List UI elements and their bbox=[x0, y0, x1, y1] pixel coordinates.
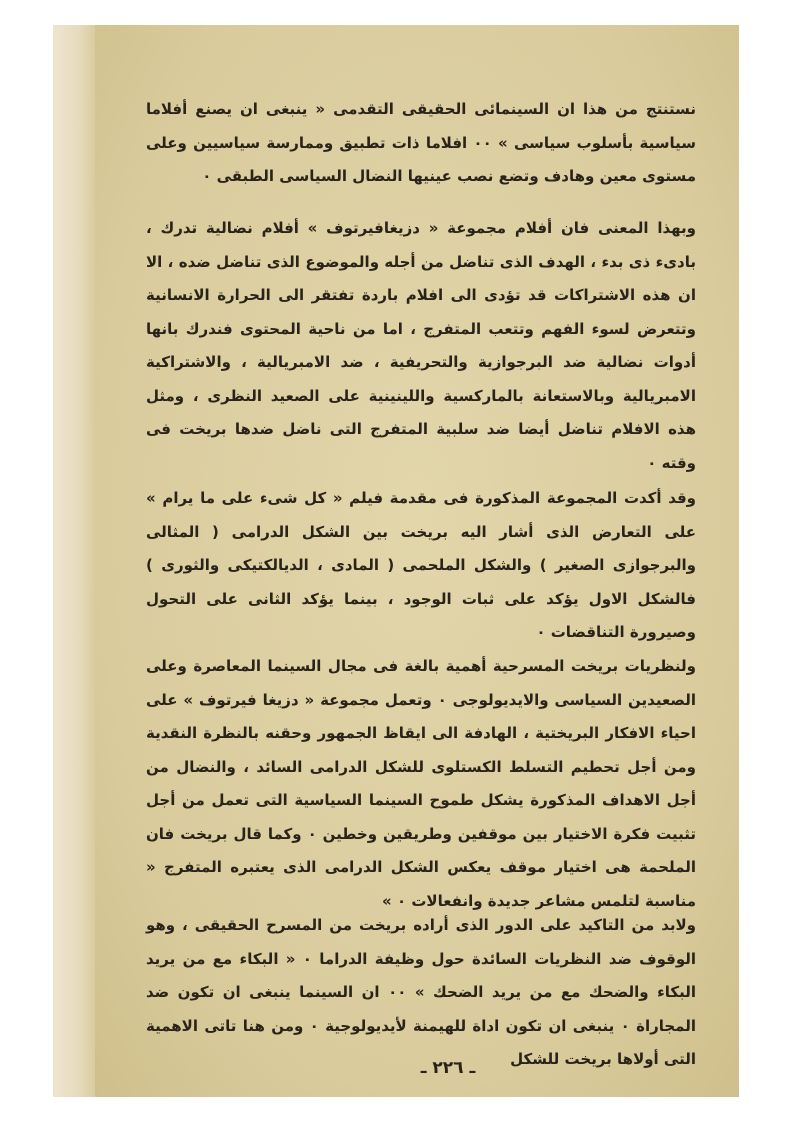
paragraph-2 bbox=[146, 212, 696, 480]
paragraph-1 bbox=[146, 93, 696, 194]
paragraph-3 bbox=[146, 482, 696, 650]
paragraph-text: نستنتج من هذا ان السينمائى الحقيقى التقدمى « ينبغى ان يصنع أفلاما سياسية بأسلوب سياسى » ٠٠ افلاما ذات تطبيق وممارسة سياسيين وعلى مستوى معين وهادف وتضع نصب عينيها النضال السياسى الطبقى ٠ bbox=[146, 100, 696, 185]
paragraph-5 bbox=[146, 909, 696, 1077]
page-binding-edge bbox=[53, 25, 95, 1097]
paragraph-4 bbox=[146, 650, 696, 918]
paragraph-text: وبهذا المعنى فان أفلام مجموعة « دزيغافيرتوف » أفلام نضالية تدرك ، بادىء ذى بدء ، الهدف الذى تناضل من أجله والموضوع الذى تناضل ضده ، الا ان هذه الاشتراكات قد تؤدى الى افلام باردة تفتقر الى الحرارة الانسانية وتتعرض لسوء الفهم وتتعب المتفرج ، اما من ناحية المحتوى فندرك بانها أدوات نضالية ضد البرجوازية والتحريفية ، ضد الامبريالية ، والاشتراكية الامبريالية وبالاستعانة بالماركسية واللينينية على الصعيد النظرى ، ومثل هذه الافلام تناضل أيضا ضد سلبية المتفرج التى ناضل ضدها بريخت فى وقته ٠ bbox=[146, 219, 696, 472]
book-page bbox=[53, 25, 739, 1097]
page-number: ـ ٢٢٦ ـ bbox=[420, 1058, 476, 1078]
paragraph-text: ولابد من التاكيد على الدور الذى أراده بريخت من المسرح الحقيقى ، وهو الوقوف ضد النظريات السائدة حول وظيفة الدراما ٠ « البكاء مع من يريد البكاء والضحك مع من يريد الضحك » ٠٠ ان السينما ينبغى ان تكون ضد المجاراة ٠ ينبغى ان تكون اداة للهيمنة لأيديولوجية ٠ ومن هنا تاتى الاهمية التى أولاها بريخت للشكل bbox=[146, 916, 697, 1068]
paragraph-text: ولنظريات بريخت المسرحية أهمية بالغة فى مجال السينما المعاصرة وعلى الصعيدين السياسى والايديولوجى ٠ وتعمل مجموعة « دزيغا فيرتوف » على احياء الافكار البريختية ، الهادفة الى ايقاظ الجمهور وحقنه بالنظرة النقدية ومن أجل تحطيم التسلط الكستلوى للشكل الدرامى السائد ، والنضال من أجل الاهداف المذكورة يشكل طموح السينما السياسية التى تعمل من أجل تثبيت فكرة الاختيار بين موقفين وطريقين وخطين ٠ وكما قال بريخت فان الملحمة هى اختيار موقف يعكس الشكل الدرامى الذى يعتبره المتفرج « مناسبة لتلمس مشاعر جديدة وانفعالات ٠ » bbox=[146, 657, 697, 910]
paragraph-text: وقد أكدت المجموعة المذكورة فى مقدمة فيلم « كل شىء على ما يرام » على التعارض الذى أشار اليه بريخت بين الشكل الدرامى ( المثالى والبرجوازى الصغير ) والشكل الملحمى ( المادى ، الديالكتيكى والثورى ) فالشكل الاول يؤكد على ثبات الوجود ، بينما يؤكد الثانى على التحول وصيرورة التناقضات ٠ bbox=[146, 489, 696, 641]
